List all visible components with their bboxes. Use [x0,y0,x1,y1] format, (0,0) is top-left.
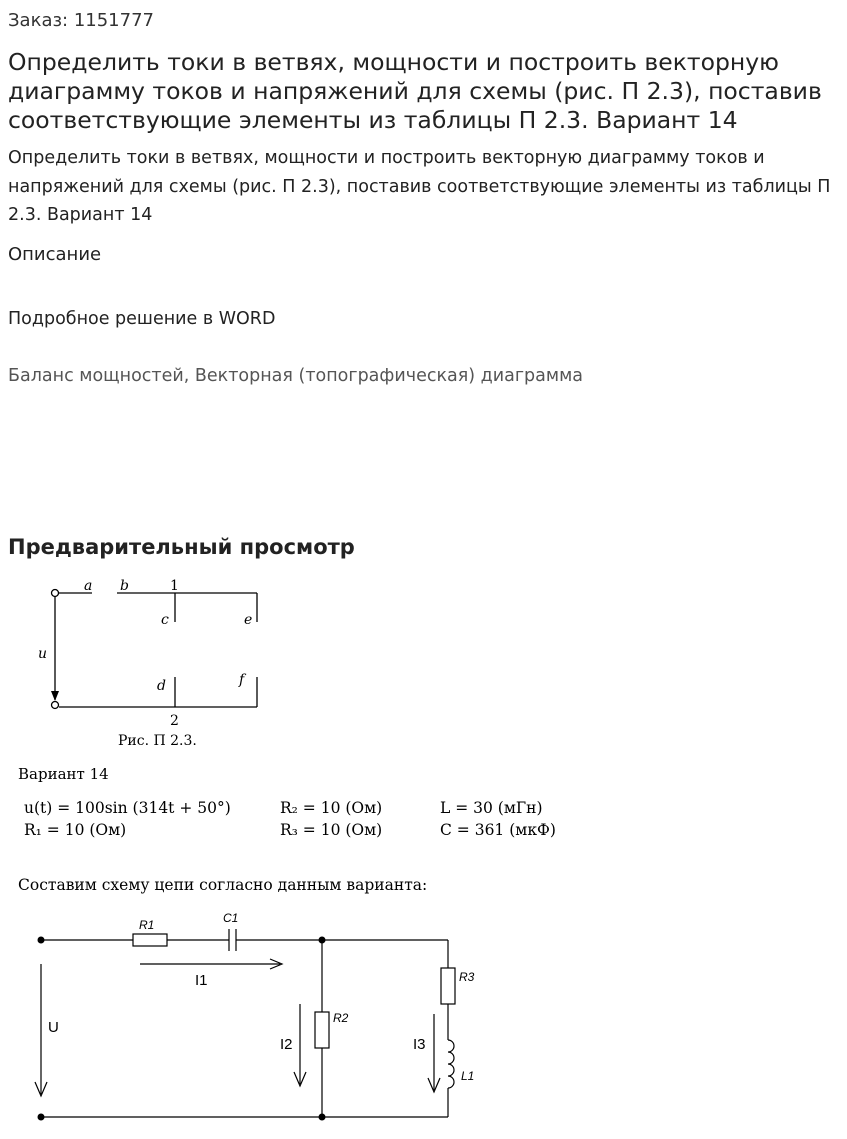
variant-label: Вариант 14 [18,765,109,783]
order-number: Заказ: 1151777 [8,10,154,31]
param-u: u(t) = 100sin (314t + 50°) [24,799,231,817]
figure-caption: Рис. П 2.3. [118,733,197,749]
label-r3: R3 [459,970,475,984]
label-i2: I2 [280,1036,293,1053]
label-b: b [120,578,129,594]
label-d: d [157,678,166,694]
page-title: Определить токи в ветвях, мощности и построить векторную диаграмму токов и напряжений для схемы (рис. П 2.3), поставив соответствующие элементы из таблицы П 2.3. Вариант 14 [8,48,822,134]
resistor-r1 [133,934,167,946]
resistor-r2 [315,1012,329,1048]
node-2: 2 [170,713,179,729]
label-c1: C1 [223,911,239,925]
param-l: L = 30 (мГн) [440,799,543,817]
param-c: C = 361 (мкФ) [440,821,556,839]
description-text: Определить токи в ветвях, мощности и построить векторную диаграмму токов и напряжений для схемы (рис. П 2.3), поставив соответствующие элементы из таблицы П 2.3. Вариант 14 [8,148,831,225]
description-heading: Описание [8,244,102,265]
label-l1: L1 [461,1069,475,1083]
inductor-l1 [448,1040,454,1088]
label-c: c [161,612,169,628]
circuit-figure-p23 [0,570,300,755]
label-u-source: U [48,1019,59,1036]
label-a: a [84,578,93,594]
label-i1: I1 [195,972,208,989]
label-i3: I3 [413,1036,426,1053]
circuit-schematic [0,900,520,1139]
node-1: 1 [170,578,179,594]
tags-text: Баланс мощностей, Векторная (топографическая) диаграмма [8,366,584,386]
resistor-r3 [441,968,455,1004]
label-r1: R1 [139,918,155,932]
preview-heading: Предварительный просмотр [8,535,355,559]
label-f: f [239,672,245,688]
param-r2: R₂ = 10 (Ом) [280,799,383,817]
label-u: u [38,646,48,662]
param-r3: R₃ = 10 (Ом) [280,821,383,839]
label-r2: R2 [333,1011,349,1025]
terminal-a [52,590,59,597]
param-r1: R₁ = 10 (Ом) [24,821,127,839]
compose-text: Составим схему цепи согласно данным варианта: [18,876,428,894]
terminal-b [52,702,59,709]
label-e: e [244,612,253,628]
solution-format: Подробное решение в WORD [8,309,276,329]
